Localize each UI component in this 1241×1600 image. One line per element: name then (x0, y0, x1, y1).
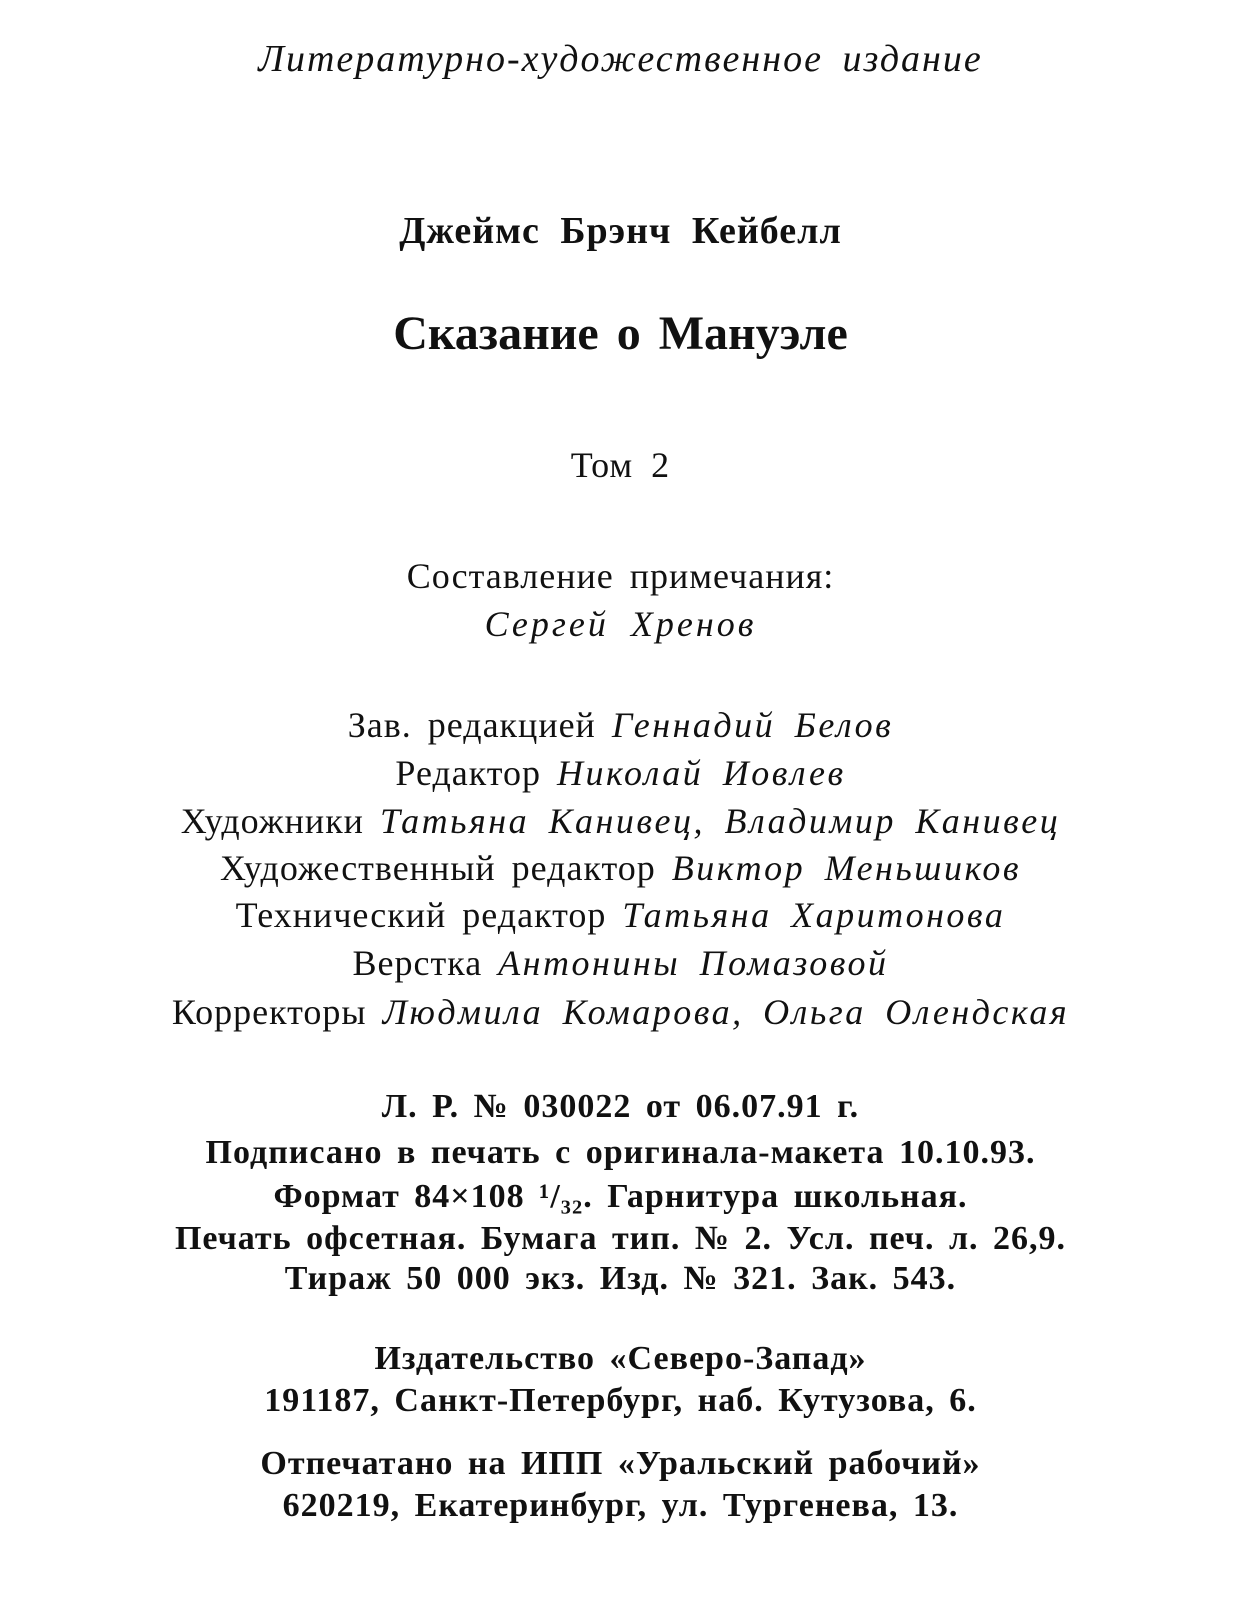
credit-line-artists (0, 803, 1241, 839)
credit-name: Виктор Меньшиков (671, 848, 1022, 888)
credit-line-layout (0, 945, 1241, 981)
author-name: Джеймс Брэнч Кейбелл (399, 210, 842, 252)
credit-line-editor (0, 755, 1241, 791)
credit-name: Людмила Комарова, Ольга Олендская (382, 992, 1070, 1032)
printer-address: 620219, Екатеринбург, ул. Тургенева, 13. (282, 1487, 959, 1524)
credit-role: Верстка (352, 943, 483, 983)
credit-line-technical-editor (0, 897, 1241, 933)
printer-name: Отпечатано на ИПП «Уральский рабочий» (260, 1445, 981, 1482)
imprint-printing: Печать офсетная. Бумага тип. № 2. Усл. печ. л. 26,9. (174, 1220, 1067, 1257)
credit-line-proofreaders (0, 994, 1241, 1030)
volume-label: Том 2 (570, 445, 671, 485)
credit-role: Художественный редактор (219, 848, 656, 888)
credit-name: Антонины Помазовой (498, 943, 889, 983)
credit-role: Художники (180, 801, 364, 841)
credit-name: Николай Иовлев (557, 753, 846, 793)
credit-role: Редактор (395, 753, 542, 793)
imprint-print-run: Тираж 50 000 экз. Изд. № 321. Зак. 543. (284, 1260, 957, 1297)
publisher-name: Издательство «Северо-Запад» (374, 1340, 867, 1377)
book-title: Сказание о Мануэле (393, 307, 848, 360)
imprint-format: Формат 84×108 ¹/₃₂. Гарнитура школьная. (273, 1178, 968, 1215)
compiler-label: Составление примечания: (406, 556, 835, 596)
series-label: Литературно-художественное издание (258, 38, 983, 80)
credit-line-editor-in-chief (0, 707, 1241, 743)
credit-role: Корректоры (171, 992, 367, 1032)
compiler-name: Сергей Хренов (484, 604, 757, 644)
imprint-signed-to-print: Подписано в печать с оригинала-макета 10.10.93. (205, 1134, 1036, 1171)
credit-role: Технический редактор (235, 895, 607, 935)
imprint-license: Л. Р. № 030022 от 06.07.91 г. (381, 1088, 860, 1125)
credit-line-art-editor (0, 850, 1241, 886)
credit-name: Татьяна Харитонова (622, 895, 1006, 935)
publisher-address: 191187, Санкт-Петербург, наб. Кутузова, 6. (264, 1382, 977, 1419)
credit-role: Зав. редакцией (347, 705, 596, 745)
credit-name: Татьяна Канивец, Владимир Канивец (379, 801, 1061, 841)
credit-name: Геннадий Белов (611, 705, 894, 745)
